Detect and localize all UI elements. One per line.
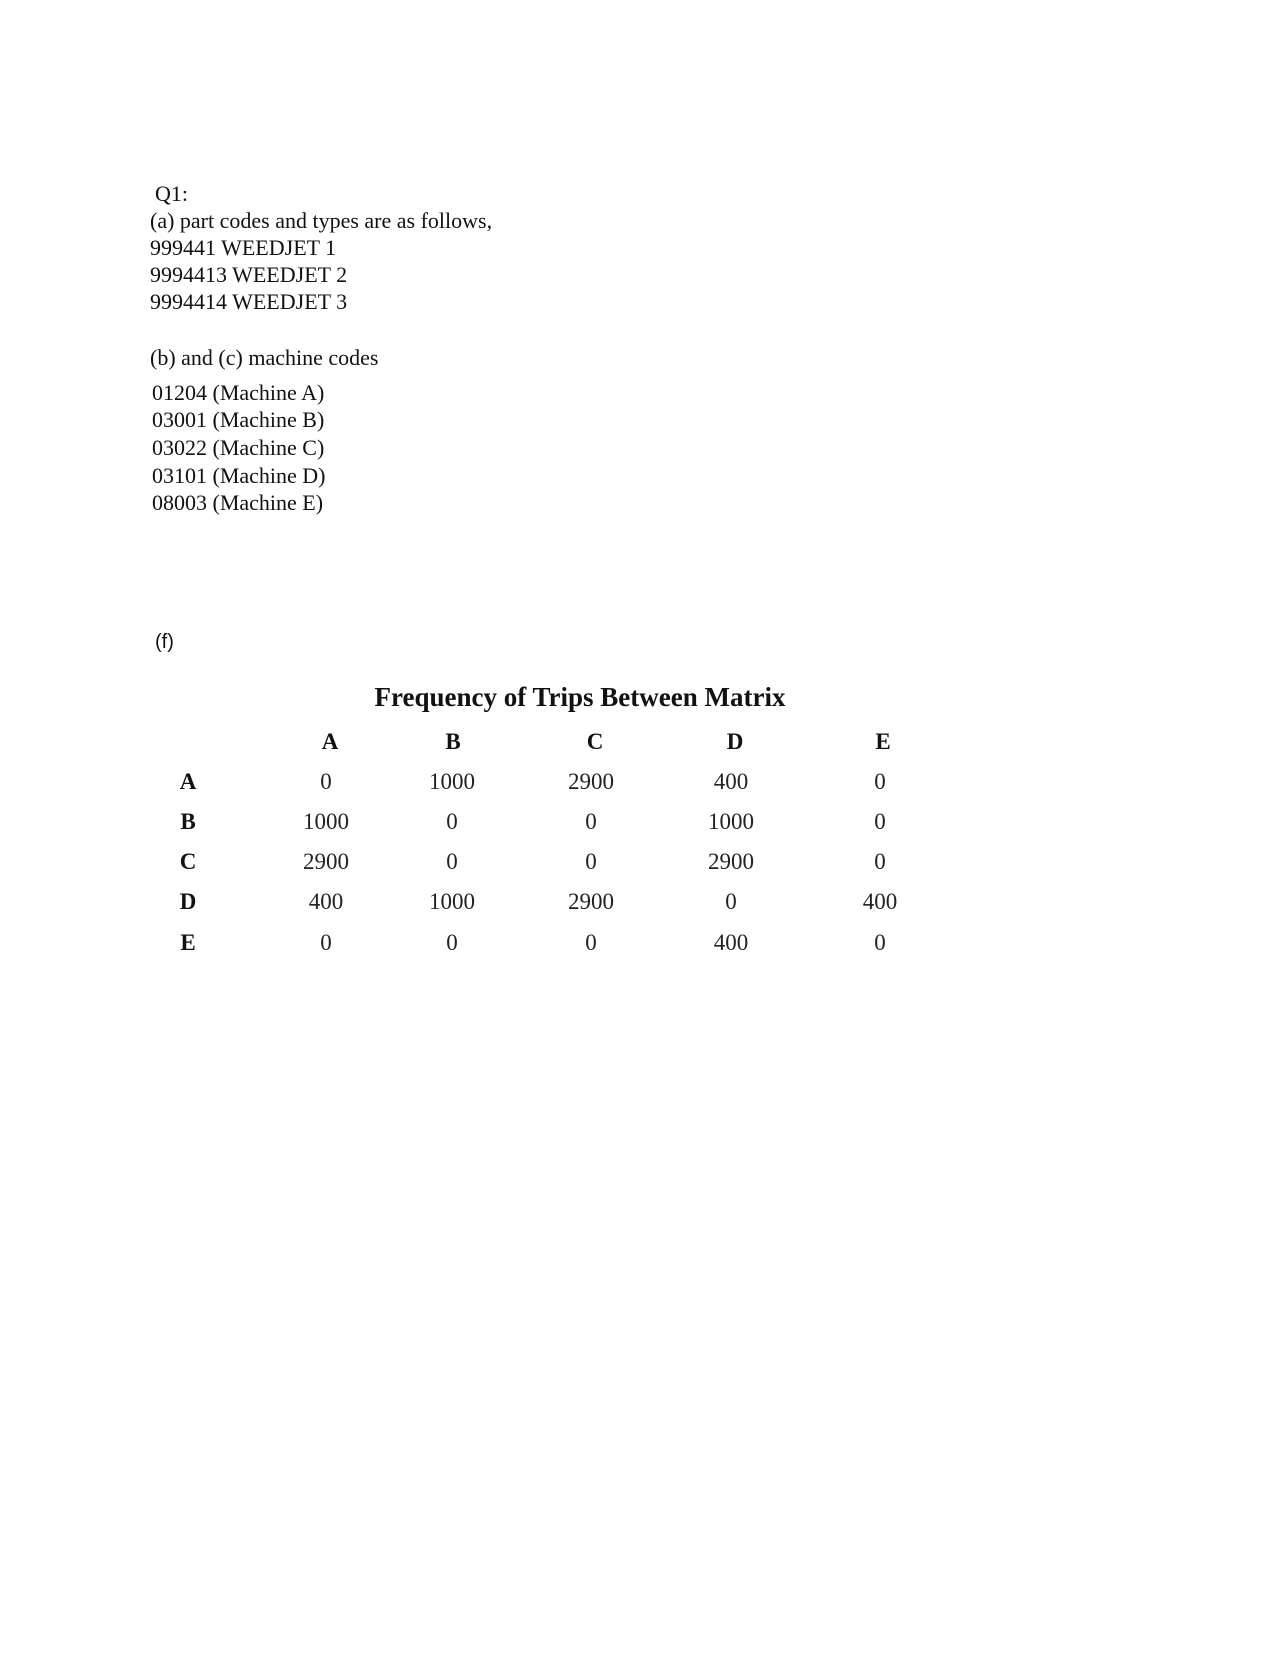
column-header-d: D (726, 729, 744, 754)
machine-code-line: 03101 (Machine D) (152, 463, 326, 488)
matrix-cell: 0 (446, 930, 458, 955)
machine-code-line: 01204 (Machine A) (152, 380, 325, 405)
matrix-cell: 400 (862, 889, 898, 914)
matrix-cell: 2900 (568, 889, 614, 914)
matrix-cell: 0 (874, 769, 886, 794)
matrix-cell: 0 (874, 849, 886, 874)
column-header-b: B (445, 729, 461, 754)
part-bc-heading: (b) and (c) machine codes (150, 345, 379, 370)
row-header-e: E (180, 930, 196, 955)
matrix-cell: 2900 (568, 769, 614, 794)
matrix-cell: 0 (874, 809, 886, 834)
matrix-cell: 0 (585, 809, 597, 834)
matrix-cell: 0 (446, 809, 458, 834)
matrix-cell: 1000 (429, 889, 475, 914)
matrix-cell: 2900 (303, 849, 349, 874)
matrix-cell: 0 (446, 849, 458, 874)
matrix-cell: 1000 (303, 809, 349, 834)
row-header-b: B (180, 809, 196, 834)
matrix-cell: 0 (725, 889, 737, 914)
matrix-cell: 0 (585, 930, 597, 955)
part-code-line: 9994414 WEEDJET 3 (150, 289, 348, 314)
column-header-e: E (875, 729, 891, 754)
row-header-d: D (179, 889, 197, 914)
column-header-a: A (321, 729, 339, 754)
matrix-cell: 1000 (429, 769, 475, 794)
column-header-c: C (586, 729, 604, 754)
machine-code-line: 08003 (Machine E) (152, 490, 324, 515)
machine-code-line: 03001 (Machine B) (152, 407, 325, 432)
matrix-cell: 400 (308, 889, 344, 914)
matrix-cell: 400 (713, 930, 749, 955)
question-label: Q1: (155, 181, 188, 206)
matrix-cell: 400 (713, 769, 749, 794)
part-code-line: 999441 WEEDJET 1 (150, 235, 337, 260)
part-a-heading: (a) part codes and types are as follows, (150, 208, 493, 233)
matrix-cell: 2900 (708, 849, 754, 874)
matrix-cell: 0 (585, 849, 597, 874)
part-code-line: 9994413 WEEDJET 2 (150, 262, 348, 287)
matrix-cell: 0 (874, 930, 886, 955)
part-f-label: (f) (155, 631, 174, 653)
matrix-cell: 0 (320, 769, 332, 794)
matrix-cell: 0 (320, 930, 332, 955)
matrix-title: Frequency of Trips Between Matrix (374, 682, 786, 712)
machine-code-line: 03022 (Machine C) (152, 435, 325, 460)
matrix-cell: 1000 (708, 809, 754, 834)
row-header-a: A (179, 769, 197, 794)
row-header-c: C (179, 849, 197, 874)
